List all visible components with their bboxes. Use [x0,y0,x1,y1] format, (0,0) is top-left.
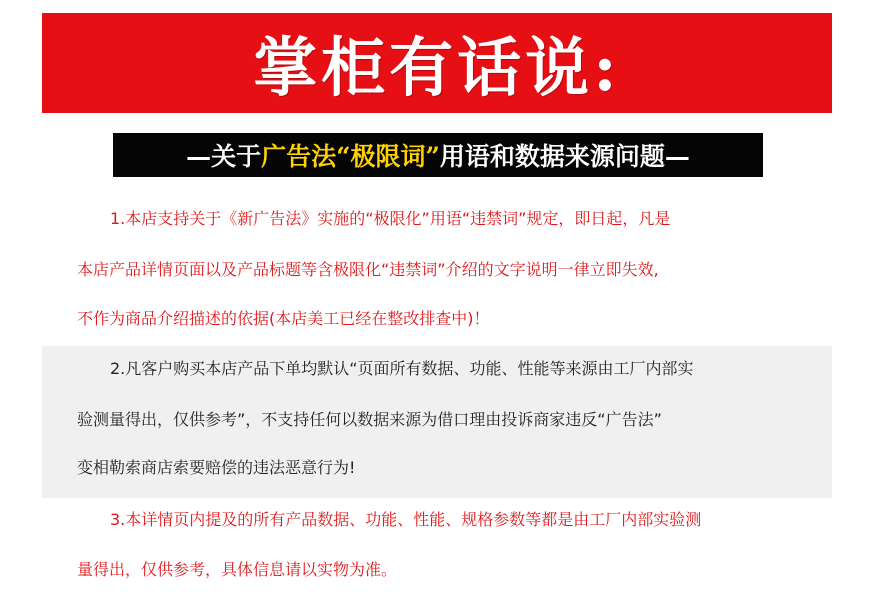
notice-1 [42,193,832,343]
subtitle-prefix: —关于 [186,142,262,171]
notice-3-line-1: 3.本详情页内提及的所有产品数据、功能、性能、规格参数等都是由工厂内部实验测 [110,510,702,529]
notice-3 [42,500,832,610]
header-banner [42,13,832,113]
subtitle-highlight: 广告法“极限词” [261,142,440,171]
notice-3-line-2: 量得出，仅供参考，具体信息请以实物为准。 [77,560,398,579]
notice-1-line-2: 本店产品详情页面以及产品标题等含极限化“违禁词”介绍的文字说明一律立即失效, [77,260,659,279]
notice-2-line-2: 验测量得出，仅供参考”，不支持任何以数据来源为借口理由投诉商家违反“广告法” [77,410,662,429]
subtitle-suffix: 用语和数据来源问题— [439,142,690,171]
notice-1-line-1: 1.本店支持关于《新广告法》实施的“极限化”用语“违禁词”规定，即日起，凡是 [110,209,671,228]
notice-2-line-3: 变相勒索商店索要赔偿的违法恶意行为! [77,458,356,477]
notice-2-line-1: 2.凡客户购买本店产品下单均默认“页面所有数据、功能、性能等来源由工厂内部实 [110,359,694,378]
subtitle-bar [113,133,763,177]
banner-title: 掌柜有话说: [253,31,621,106]
notice-1-line-3: 不作为商品介绍描述的依据(本店美工已经在整改排查中)！ [77,309,490,328]
notice-2 [42,346,832,498]
